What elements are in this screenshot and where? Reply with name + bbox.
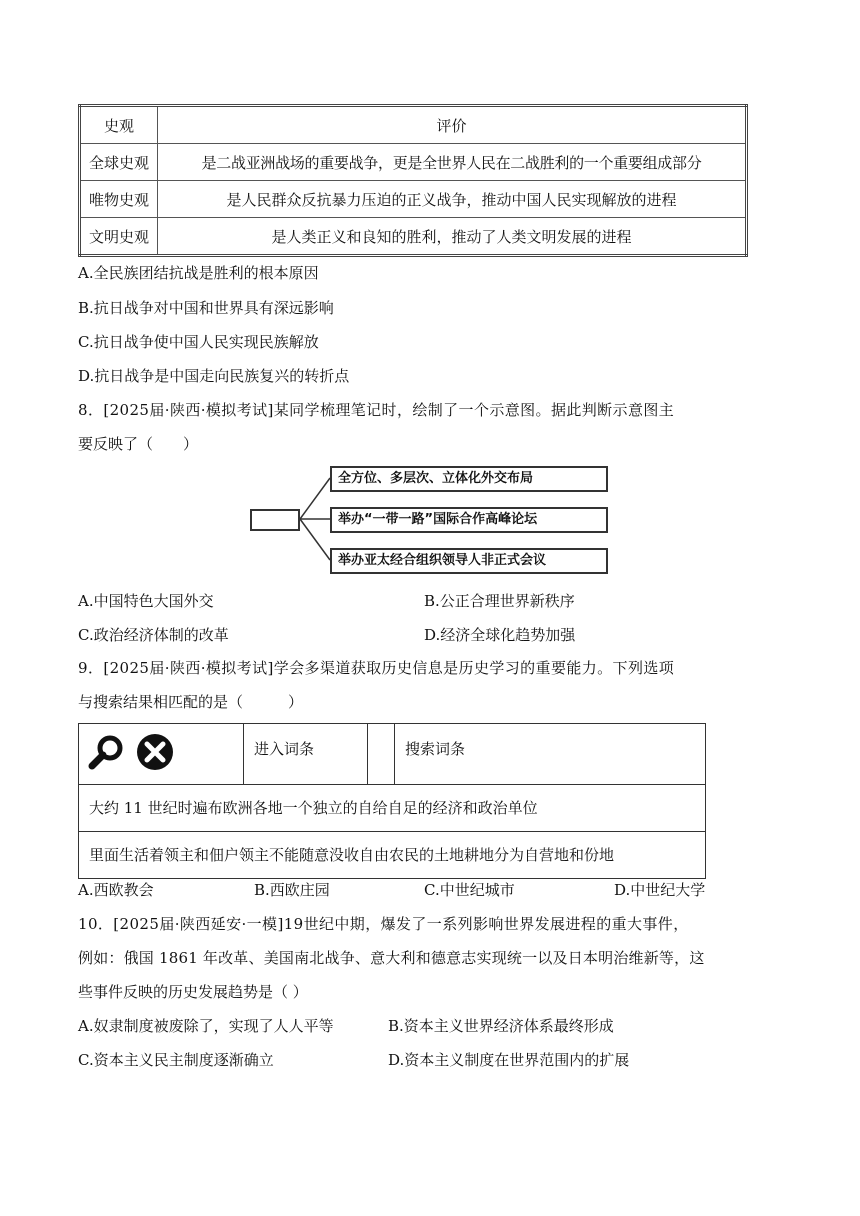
search-icons: [79, 724, 244, 784]
enter-entry-label: 进入词条: [244, 724, 368, 784]
q9-option-d: D.中世纪大学: [614, 881, 706, 899]
q9-option-c: C.中世纪城市: [424, 881, 515, 899]
q8-option-d: D.经济全球化趋势加强: [424, 626, 576, 644]
table-row: 里面生活着领主和佃户领主不能随意没收自由农民的土地耕地分为自营地和份地: [79, 831, 705, 878]
close-icon: [135, 732, 175, 776]
q8-stem: 8．[2025届·陕西·模拟考试]某同学梳理笔记时，绘制了一个示意图。据此判断示意图主: [78, 401, 675, 419]
search-toolbar: [79, 724, 705, 785]
q7-option-b: B.抗日战争对中国和世界具有深远影响: [78, 299, 334, 317]
historical-views-table: [78, 104, 748, 257]
q9-stem-cont: 与搜索结果相匹配的是（ ）: [78, 693, 304, 711]
q9-option-b: B.西欧庄园: [254, 881, 330, 899]
diagram: [250, 462, 610, 578]
q10-stem-cont: 些事件反映的历史发展趋势是（ ）: [78, 983, 308, 1001]
table-row: [80, 181, 747, 218]
table-cell: 唯物史观: [80, 181, 158, 218]
table-header-row: [80, 106, 747, 144]
table-row: [80, 218, 747, 256]
q10-option-b: B.资本主义世界经济体系最终形成: [388, 1017, 614, 1035]
q10-stem: 10．[2025届·陕西延安·一模]19世纪中期，爆发了一系列影响世界发展进程的重大事件，: [78, 915, 689, 933]
q10-option-a: A.奴隶制度被废除了，实现了人人平等: [78, 1017, 334, 1035]
table-cell: 是人类正义和良知的胜利，推动了人类文明发展的进程: [158, 218, 747, 256]
search-result-table: [78, 723, 706, 879]
q8-option-c: C.政治经济体制的改革: [78, 626, 229, 644]
table-cell: 是二战亚洲战场的重要战争，更是全世界人民在二战胜利的一个重要组成部分: [158, 144, 747, 181]
q8-option-b: B.公正合理世界新秩序: [424, 592, 575, 610]
table-header-cell: 评价: [158, 106, 747, 144]
q10-option-d: D.资本主义制度在世界范围内的扩展: [388, 1051, 630, 1069]
q7-option-c: C.抗日战争使中国人民实现民族解放: [78, 333, 319, 351]
table-row: [80, 144, 747, 181]
diagram-item: 举办亚太经合组织领导人非正式会议: [330, 548, 608, 574]
diagram-item: 举办“一带一路”国际合作高峰论坛: [330, 507, 608, 533]
q7-option-a: A.全民族团结抗战是胜利的根本原因: [78, 264, 319, 282]
search-icon: [87, 732, 127, 776]
diagram-blank-box: [250, 509, 300, 531]
table-header-cell: 史观: [80, 106, 158, 144]
search-entry-label: 搜索词条: [405, 740, 466, 758]
q9-stem: 9．[2025届·陕西·模拟考试]学会多渠道获取历史信息是历史学习的重要能力。下列选项: [78, 659, 675, 677]
table-row: 大约 11 世纪时遍布欧洲各地一个独立的自给自足的经济和政治单位: [89, 799, 538, 817]
diagram-item: 全方位、多层次、立体化外交布局: [330, 466, 608, 492]
table-cell: 是人民群众反抗暴力压迫的正义战争，推动中国人民实现解放的进程: [158, 181, 747, 218]
q8-option-a: A.中国特色大国外交: [78, 592, 214, 610]
table-cell: 文明史观: [80, 218, 158, 256]
table-spacer-cell: [368, 724, 395, 784]
q9-option-a: A.西欧教会: [78, 881, 154, 899]
q10-stem-cont: 例如：俄国 1861 年改革、美国南北战争、意大利和德意志实现统一以及日本明治维新等，这: [78, 949, 705, 967]
table-cell: 全球史观: [80, 144, 158, 181]
q8-stem-cont: 要反映了（ ）: [78, 435, 199, 453]
q7-option-d: D.抗日战争是中国走向民族复兴的转折点: [78, 367, 350, 385]
q10-option-c: C.资本主义民主制度逐渐确立: [78, 1051, 274, 1069]
